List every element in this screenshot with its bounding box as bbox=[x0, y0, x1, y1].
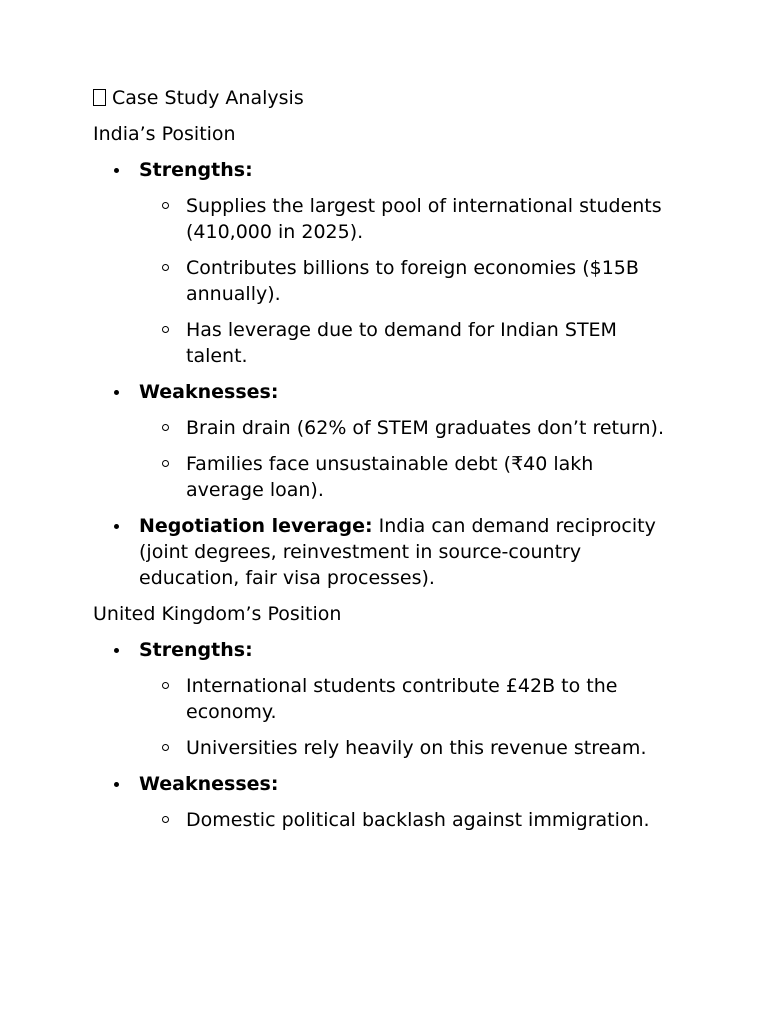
list-item bbox=[139, 317, 673, 369]
india-list bbox=[93, 157, 673, 591]
circle-bullet-icon bbox=[162, 424, 169, 431]
list-item bbox=[139, 673, 673, 725]
circle-bullet-icon bbox=[162, 744, 169, 751]
list-item bbox=[139, 415, 673, 441]
list-item-text: Universities rely heavily on this revenue stream. bbox=[186, 737, 647, 759]
strengths-label: Strengths: bbox=[139, 639, 253, 661]
section-title-india: India’s Position bbox=[93, 123, 236, 145]
bullet-icon bbox=[114, 524, 119, 529]
strengths-list bbox=[139, 193, 673, 369]
circle-bullet-icon bbox=[162, 264, 169, 271]
weaknesses-label: Weaknesses: bbox=[139, 381, 279, 403]
list-item bbox=[139, 807, 673, 833]
list-item bbox=[93, 157, 673, 369]
list-item bbox=[93, 637, 673, 761]
list-item-text: Has leverage due to demand for Indian STEM talent. bbox=[186, 319, 617, 367]
list-item-text: Families face unsustainable debt (₹40 lakh average loan). bbox=[186, 453, 594, 501]
leverage-text: India can demand reciprocity (joint degrees, reinvestment in source-country education, fair visa processes). bbox=[139, 515, 656, 589]
list-item-text: Contributes billions to foreign economies ($15B annually). bbox=[186, 257, 639, 305]
weaknesses-label: Weaknesses: bbox=[139, 773, 279, 795]
list-item-text: International students contribute £42B to the economy. bbox=[186, 675, 618, 723]
circle-bullet-icon bbox=[162, 816, 169, 823]
list-item bbox=[93, 379, 673, 503]
weaknesses-list bbox=[139, 415, 673, 503]
list-item-text: Domestic political backlash against immigration. bbox=[186, 809, 650, 831]
list-item bbox=[93, 513, 673, 591]
circle-bullet-icon bbox=[162, 682, 169, 689]
list-item bbox=[139, 193, 673, 245]
bullet-icon bbox=[114, 168, 119, 173]
bullet-icon bbox=[114, 648, 119, 653]
bullet-icon bbox=[114, 390, 119, 395]
circle-bullet-icon bbox=[162, 202, 169, 209]
bullet-icon bbox=[114, 782, 119, 787]
list-item bbox=[139, 451, 673, 503]
document-page bbox=[93, 85, 673, 843]
leverage-label: Negotiation leverage: bbox=[139, 515, 373, 537]
circle-bullet-icon bbox=[162, 326, 169, 333]
circle-bullet-icon bbox=[162, 460, 169, 467]
missing-glyph-icon bbox=[93, 89, 106, 106]
document-heading bbox=[93, 85, 673, 111]
uk-list bbox=[93, 637, 673, 833]
list-item bbox=[93, 771, 673, 833]
list-item bbox=[139, 735, 673, 761]
list-item-text: Brain drain (62% of STEM graduates don’t return). bbox=[186, 417, 665, 439]
list-item-text: Supplies the largest pool of international students (410,000 in 2025). bbox=[186, 195, 662, 243]
heading-text: Case Study Analysis bbox=[112, 87, 304, 109]
strengths-label: Strengths: bbox=[139, 159, 253, 181]
list-item bbox=[139, 255, 673, 307]
weaknesses-list bbox=[139, 807, 673, 833]
section-title-uk: United Kingdom’s Position bbox=[93, 603, 342, 625]
strengths-list bbox=[139, 673, 673, 761]
